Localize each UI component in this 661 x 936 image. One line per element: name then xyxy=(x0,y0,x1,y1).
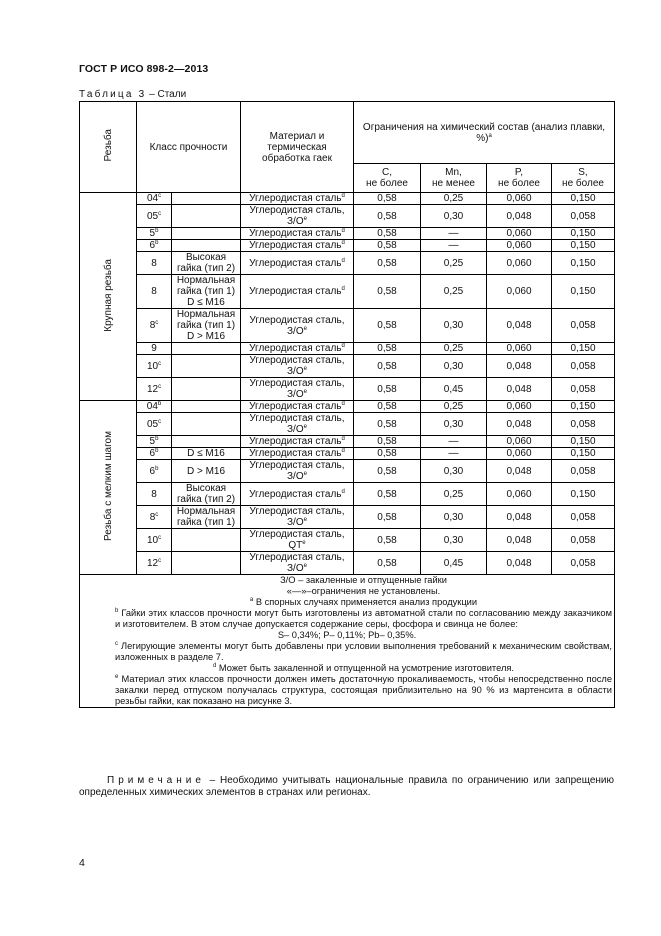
table-row xyxy=(80,193,615,205)
strength-class: 8 xyxy=(137,483,172,506)
value-p: 0,060 xyxy=(487,401,552,413)
strength-subclass: Нормальная гайка (тип 1) D ≤ M16 xyxy=(172,275,241,309)
strength-subclass xyxy=(172,240,241,252)
table-row xyxy=(80,460,615,483)
material: Углеродистая сталь, $З/О^e$ xyxy=(241,460,354,483)
header-c: C, не более xyxy=(354,164,421,193)
header-limits: Ограничения на химический состав (анализ плавки, %)$^a$ xyxy=(354,102,615,164)
value-mn: 0,30 xyxy=(421,205,487,228)
footnote: $^c$ Легирующие элементы могут быть добавлены при условии выполнения требований к механическим свойствам, изложенных в разделе 7. xyxy=(115,641,612,662)
value-mn: 0,25 xyxy=(421,275,487,309)
value-c: 0,58 xyxy=(354,252,421,275)
table-row xyxy=(80,355,615,378)
value-s: 0,058 xyxy=(552,378,615,401)
table-row xyxy=(80,529,615,552)
value-c: 0,58 xyxy=(354,529,421,552)
value-p: 0,048 xyxy=(487,355,552,378)
value-s: 0,150 xyxy=(552,275,615,309)
value-c: 0,58 xyxy=(354,413,421,436)
material: Углеродистая сталь$^d$ xyxy=(241,193,354,205)
strength-class: 5$^b$ xyxy=(137,436,172,448)
value-c: 0,58 xyxy=(354,378,421,401)
value-s: 0,058 xyxy=(552,413,615,436)
strength-subclass xyxy=(172,552,241,575)
strength-class: 04$^c$ xyxy=(137,193,172,205)
value-p: 0,060 xyxy=(487,343,552,355)
value-mn: 0,30 xyxy=(421,460,487,483)
value-mn: 0,30 xyxy=(421,309,487,343)
table-row xyxy=(80,413,615,436)
value-p: 0,048 xyxy=(487,506,552,529)
value-p: 0,060 xyxy=(487,193,552,205)
value-mn: — xyxy=(421,240,487,252)
value-mn: 0,30 xyxy=(421,506,487,529)
strength-subclass: Нормальная гайка (тип 1) D > M16 xyxy=(172,309,241,343)
value-c: 0,58 xyxy=(354,228,421,240)
steel-composition-table xyxy=(79,101,615,708)
strength-subclass: D ≤ M16 xyxy=(172,448,241,460)
value-mn: — xyxy=(421,436,487,448)
strength-class: 04$^b$ xyxy=(137,401,172,413)
strength-class: 8$^c$ xyxy=(137,506,172,529)
header-mn: Mn, не менее xyxy=(421,164,487,193)
strength-class: 9 xyxy=(137,343,172,355)
material: Углеродистая сталь$^d$ xyxy=(241,448,354,460)
value-s: 0,058 xyxy=(552,205,615,228)
value-p: 0,060 xyxy=(487,275,552,309)
value-mn: 0,45 xyxy=(421,378,487,401)
value-c: 0,58 xyxy=(354,448,421,460)
material: Углеродистая сталь, $QT^e$ xyxy=(241,529,354,552)
value-s: 0,150 xyxy=(552,436,615,448)
strength-subclass: Высокая гайка (тип 2) xyxy=(172,483,241,506)
footnote: $^b$ Гайки этих классов прочности могут быть изготовлены из автоматной стали по согласованию между заказчиком и изготовителем. В этом случае допускается содержание серы, фосфора и свинца не более: xyxy=(115,608,612,629)
material: Углеродистая сталь, $З/О^e$ xyxy=(241,378,354,401)
value-p: 0,048 xyxy=(487,378,552,401)
value-s: 0,058 xyxy=(552,309,615,343)
value-p: 0,060 xyxy=(487,240,552,252)
value-c: 0,58 xyxy=(354,460,421,483)
value-s: 0,150 xyxy=(552,483,615,506)
document-code: ГОСТ Р ИСО 898-2—2013 xyxy=(79,63,209,75)
value-s: 0,150 xyxy=(552,252,615,275)
strength-class: 6$^b$ xyxy=(137,460,172,483)
footnote: $^a$ В спорных случаях применяется анализ продукции xyxy=(249,597,478,607)
value-mn: 0,30 xyxy=(421,413,487,436)
notes-row xyxy=(80,575,615,708)
footnote: S– 0,34%; P– 0,11%; Pb– 0,35%. xyxy=(277,630,417,640)
value-p: 0,060 xyxy=(487,228,552,240)
material: Углеродистая сталь$^d$ xyxy=(241,483,354,506)
material: Углеродистая сталь, $З/О^e$ xyxy=(241,205,354,228)
table-caption: Таблица 3 – Стали xyxy=(79,89,187,100)
header-class: Класс прочности xyxy=(137,102,241,193)
value-mn: 0,45 xyxy=(421,552,487,575)
value-s: 0,150 xyxy=(552,193,615,205)
strength-class: 6$^b$ xyxy=(137,240,172,252)
table-row xyxy=(80,252,615,275)
footnote: $^e$ Материал этих классов прочности должен иметь достаточную прокаливаемость, чтобы непосредственно после закалки перед отпуском получалась структура, состоящая приблизительно на 90 % из мартенсита в области резьбы гайки, как показано на рисунке 3. xyxy=(115,674,612,706)
strength-subclass: Высокая гайка (тип 2) xyxy=(172,252,241,275)
strength-subclass xyxy=(172,378,241,401)
material: Углеродистая сталь, $З/О^e$ xyxy=(241,355,354,378)
material: Углеродистая сталь$^d$ xyxy=(241,240,354,252)
group-fine: Резьба с мелким шагом xyxy=(80,401,137,575)
value-p: 0,048 xyxy=(487,460,552,483)
header-s: S, не более xyxy=(552,164,615,193)
table-row xyxy=(80,240,615,252)
table-row xyxy=(80,309,615,343)
strength-subclass xyxy=(172,413,241,436)
footnote: «—»–ограничения не установлены. xyxy=(286,586,441,596)
header-p: P, не более xyxy=(487,164,552,193)
value-c: 0,58 xyxy=(354,401,421,413)
value-mn: 0,25 xyxy=(421,252,487,275)
value-p: 0,048 xyxy=(487,205,552,228)
value-s: 0,150 xyxy=(552,448,615,460)
value-p: 0,060 xyxy=(487,483,552,506)
value-c: 0,58 xyxy=(354,275,421,309)
material: Углеродистая сталь$^d$ xyxy=(241,228,354,240)
header-thread: Резьба xyxy=(80,102,137,193)
material: Углеродистая сталь$^d$ xyxy=(241,401,354,413)
material: Углеродистая сталь, $З/О^e$ xyxy=(241,413,354,436)
value-c: 0,58 xyxy=(354,355,421,378)
strength-subclass xyxy=(172,343,241,355)
value-c: 0,58 xyxy=(354,309,421,343)
strength-class: 5$^b$ xyxy=(137,228,172,240)
value-p: 0,048 xyxy=(487,529,552,552)
value-c: 0,58 xyxy=(354,205,421,228)
group-coarse: Крупная резьба xyxy=(80,193,137,401)
value-c: 0,58 xyxy=(354,436,421,448)
material: Углеродистая сталь, $З/О^e$ xyxy=(241,506,354,529)
value-p: 0,060 xyxy=(487,252,552,275)
strength-class: 05$^c$ xyxy=(137,205,172,228)
value-s: 0,150 xyxy=(552,240,615,252)
page-number: 4 xyxy=(79,857,85,869)
value-p: 0,048 xyxy=(487,309,552,343)
table-row xyxy=(80,205,615,228)
strength-class: 8 xyxy=(137,252,172,275)
table-row xyxy=(80,275,615,309)
strength-class: 8 xyxy=(137,275,172,309)
table-row xyxy=(80,343,615,355)
strength-subclass xyxy=(172,193,241,205)
value-c: 0,58 xyxy=(354,483,421,506)
footnote: $^d$ Может быть закаленной и отпущенной на усмотрение изготовителя. xyxy=(212,663,514,673)
strength-subclass xyxy=(172,529,241,552)
strength-class: 10$^c$ xyxy=(137,529,172,552)
value-s: 0,058 xyxy=(552,506,615,529)
table-row xyxy=(80,552,615,575)
strength-subclass xyxy=(172,401,241,413)
footnote: З/О – закаленные и отпущенные гайки xyxy=(280,575,447,585)
value-s: 0,058 xyxy=(552,460,615,483)
strength-class: 05$^c$ xyxy=(137,413,172,436)
value-s: 0,150 xyxy=(552,343,615,355)
strength-class: 12$^c$ xyxy=(137,378,172,401)
strength-class: 8$^c$ xyxy=(137,309,172,343)
material: Углеродистая сталь$^d$ xyxy=(241,252,354,275)
material: Углеродистая сталь$^d$ xyxy=(241,275,354,309)
strength-subclass xyxy=(172,228,241,240)
table-row xyxy=(80,378,615,401)
strength-subclass: D > M16 xyxy=(172,460,241,483)
strength-class: 6$^b$ xyxy=(137,448,172,460)
value-mn: — xyxy=(421,228,487,240)
value-s: 0,058 xyxy=(552,529,615,552)
value-s: 0,150 xyxy=(552,401,615,413)
strength-subclass xyxy=(172,205,241,228)
value-mn: 0,30 xyxy=(421,529,487,552)
value-p: 0,060 xyxy=(487,448,552,460)
remark: Примечание – Необходимо учитывать национальные правила по ограничению или запрещению определенных химических элементов в странах или регионах. xyxy=(79,775,614,798)
strength-subclass xyxy=(172,436,241,448)
table-row xyxy=(80,401,615,413)
footnotes xyxy=(80,575,615,708)
value-p: 0,048 xyxy=(487,552,552,575)
value-p: 0,048 xyxy=(487,413,552,436)
material: Углеродистая сталь$^d$ xyxy=(241,343,354,355)
value-c: 0,58 xyxy=(354,193,421,205)
value-mn: 0,30 xyxy=(421,355,487,378)
value-mn: — xyxy=(421,448,487,460)
strength-subclass xyxy=(172,355,241,378)
strength-class: 12$^c$ xyxy=(137,552,172,575)
value-s: 0,150 xyxy=(552,228,615,240)
value-mn: 0,25 xyxy=(421,343,487,355)
value-s: 0,058 xyxy=(552,552,615,575)
strength-class: 10$^c$ xyxy=(137,355,172,378)
material: Углеродистая сталь$^d$ xyxy=(241,436,354,448)
table-row xyxy=(80,436,615,448)
table-row xyxy=(80,228,615,240)
material: Углеродистая сталь, $З/О^e$ xyxy=(241,552,354,575)
value-c: 0,58 xyxy=(354,552,421,575)
value-mn: 0,25 xyxy=(421,483,487,506)
value-p: 0,060 xyxy=(487,436,552,448)
value-mn: 0,25 xyxy=(421,193,487,205)
header-material: Материал и термическая обработка гаек xyxy=(241,102,354,193)
material: Углеродистая сталь, $З/О^e$ xyxy=(241,309,354,343)
table-row xyxy=(80,483,615,506)
value-c: 0,58 xyxy=(354,506,421,529)
value-c: 0,58 xyxy=(354,343,421,355)
strength-subclass: Нормальная гайка (тип 1) xyxy=(172,506,241,529)
value-c: 0,58 xyxy=(354,240,421,252)
value-s: 0,058 xyxy=(552,355,615,378)
value-mn: 0,25 xyxy=(421,401,487,413)
table-row xyxy=(80,448,615,460)
table-row xyxy=(80,506,615,529)
